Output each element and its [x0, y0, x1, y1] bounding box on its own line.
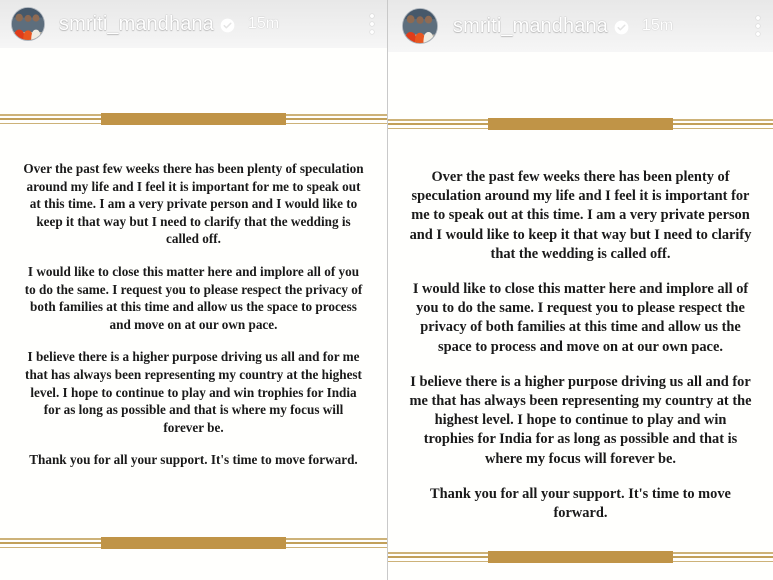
statement-card — [0, 48, 387, 580]
story-username[interactable]: smriti_mandhana — [59, 12, 214, 35]
gold-bar-center — [101, 537, 287, 549]
statement-paragraph: Over the past few weeks there has been plenty of speculation around my life and I feel it is important for me to speak out at this time. I am a very private person and I would like to keep it that way but I need to clarify that the wedding is called off. — [23, 161, 364, 247]
more-options-icon[interactable] — [757, 16, 762, 36]
statement-card — [388, 52, 773, 580]
gold-bar-center — [101, 113, 287, 125]
verified-badge-icon — [614, 20, 629, 35]
story-timestamp: 15m — [247, 15, 280, 32]
gold-divider-top — [388, 113, 773, 135]
story-timestamp: 15m — [641, 17, 674, 34]
more-options-icon[interactable] — [371, 14, 376, 34]
statement-paragraph: Over the past few weeks there has been plenty of speculation around my life and I feel it is important for me to speak out at this time. I am a very private person and I would like to keep it that way but I need to clarify that the wedding is called off. — [409, 169, 752, 262]
statement-text — [0, 160, 387, 469]
gold-divider-top — [0, 108, 387, 130]
verified-badge-icon — [220, 18, 235, 33]
gold-bar-center — [488, 118, 673, 130]
gold-divider-bottom — [0, 532, 387, 554]
statement-paragraph: I believe there is a higher purpose driving us all and for me that has always been representing my country at the highest level. I hope to continue to play and win trophies for India for as long as possible and that is where my focus will forever be. — [409, 373, 752, 467]
story-header — [0, 0, 387, 48]
statement-closing-line: Thank you for all your support. It's time to move forward. — [430, 485, 731, 522]
statement-paragraph: I would like to close this matter here and implore all of you to do the same. I request you to please respect the privacy of both families at this time and allow us the space to process and move on at our own pace. — [412, 281, 749, 355]
gold-bar-center — [488, 551, 673, 563]
avatar[interactable] — [11, 7, 45, 41]
story-header — [388, 0, 773, 52]
statement-paragraph: I believe there is a higher purpose driving us all and for me that has always been representing my country at the highest level. I hope to continue to play and win trophies for India for as long as possible and that is where my focus will forever be. — [25, 349, 362, 435]
story-panel-right — [387, 0, 773, 580]
statement-paragraph: I would like to close this matter here and implore all of you to do the same. I request you to please respect the privacy of both families at this time and allow us the space to process and move on at our own pace. — [24, 263, 363, 332]
avatar[interactable] — [402, 8, 438, 44]
story-username[interactable]: smriti_mandhana — [453, 14, 608, 37]
statement-closing-line: Thank you for all your support. It's time to move forward. — [29, 452, 358, 468]
statement-text — [388, 168, 773, 523]
gold-divider-bottom — [388, 546, 773, 568]
